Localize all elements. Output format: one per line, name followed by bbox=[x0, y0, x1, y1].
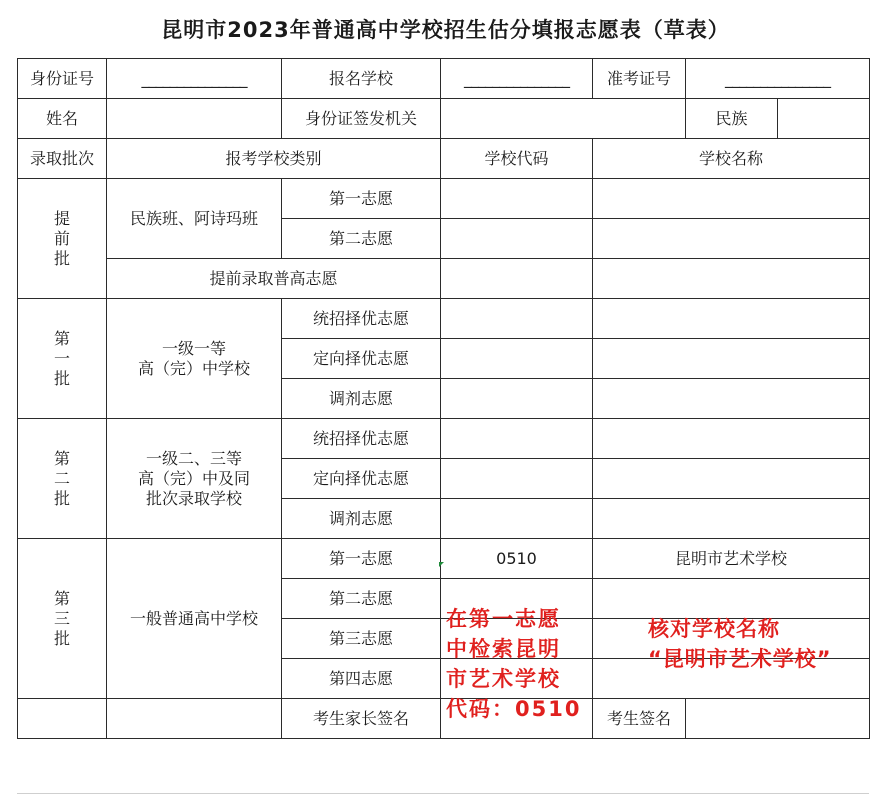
category-header: 报考学校类别 bbox=[107, 139, 441, 179]
school-name-cell[interactable] bbox=[593, 459, 870, 499]
category-second-batch: 一级二、三等 高（完）中及同 批次录取学校 bbox=[107, 419, 282, 539]
exam-number-label: 准考证号 bbox=[593, 59, 686, 99]
table-row bbox=[18, 259, 870, 299]
divider bbox=[17, 793, 869, 794]
early-general-choice-label: 提前录取普高志愿 bbox=[107, 259, 441, 299]
school-name-cell[interactable] bbox=[593, 579, 870, 619]
table-header-row bbox=[18, 139, 870, 179]
school-name-cell[interactable] bbox=[593, 179, 870, 219]
id-number-label: 身份证号 bbox=[18, 59, 107, 99]
choice-label: 第二志愿 bbox=[282, 579, 441, 619]
batch-third: 第 三 批 bbox=[18, 539, 107, 699]
school-code-cell[interactable] bbox=[441, 379, 593, 419]
table-row bbox=[18, 59, 870, 99]
school-code-cell[interactable]: 0510 bbox=[441, 539, 593, 579]
choice-label: 第一志愿 bbox=[282, 539, 441, 579]
choice-label: 第四志愿 bbox=[282, 659, 441, 699]
signature-row bbox=[18, 699, 870, 739]
empty-cell bbox=[107, 699, 282, 739]
form-title: 昆明市2023年普通高中学校招生估分填报志愿表（草表） bbox=[161, 18, 730, 42]
school-code-header: 学校代码 bbox=[441, 139, 593, 179]
empty-cell bbox=[18, 699, 107, 739]
registration-school-label: 报名学校 bbox=[282, 59, 441, 99]
registration-school-field[interactable]: _______________ bbox=[441, 59, 593, 99]
choice-label: 调剂志愿 bbox=[282, 499, 441, 539]
id-authority-field[interactable] bbox=[441, 99, 686, 139]
table-row bbox=[18, 419, 870, 459]
table-row bbox=[18, 299, 870, 339]
choice-label: 统招择优志愿 bbox=[282, 419, 441, 459]
search-code-annotation: 在第一志愿 中检索昆明 市艺术学校 代码：0510 bbox=[446, 607, 582, 721]
name-label: 姓名 bbox=[18, 99, 107, 139]
cell-selection-marker bbox=[439, 562, 444, 567]
school-name-header: 学校名称 bbox=[593, 139, 870, 179]
school-name-cell[interactable] bbox=[593, 379, 870, 419]
choice-label: 定向择优志愿 bbox=[282, 459, 441, 499]
parent-signature-label: 考生家长签名 bbox=[282, 699, 441, 739]
school-code-cell[interactable] bbox=[441, 179, 593, 219]
school-code-cell[interactable] bbox=[441, 219, 593, 259]
category-ethnic-class: 民族班、阿诗玛班 bbox=[107, 179, 282, 259]
exam-number-field[interactable]: _______________ bbox=[686, 59, 870, 99]
batch-header: 录取批次 bbox=[18, 139, 107, 179]
school-code-cell[interactable] bbox=[441, 259, 593, 299]
choice-label: 第一志愿 bbox=[282, 179, 441, 219]
name-field[interactable] bbox=[107, 99, 282, 139]
school-code-cell[interactable] bbox=[441, 339, 593, 379]
ethnicity-label: 民族 bbox=[686, 99, 778, 139]
school-code-cell[interactable] bbox=[441, 299, 593, 339]
choice-label: 定向择优志愿 bbox=[282, 339, 441, 379]
school-name-cell[interactable] bbox=[593, 299, 870, 339]
table-row bbox=[18, 539, 870, 579]
category-first-batch: 一级一等 高（完）中学校 bbox=[107, 299, 282, 419]
school-name-cell[interactable]: 昆明市艺术学校 bbox=[593, 539, 870, 579]
id-number-field[interactable]: _______________ bbox=[107, 59, 282, 99]
choice-label: 统招择优志愿 bbox=[282, 299, 441, 339]
category-third-batch: 一般普通高中学校 bbox=[107, 539, 282, 699]
choice-label: 调剂志愿 bbox=[282, 379, 441, 419]
school-name-cell[interactable] bbox=[593, 339, 870, 379]
school-code-cell[interactable] bbox=[441, 459, 593, 499]
choice-label: 第二志愿 bbox=[282, 219, 441, 259]
school-name-cell[interactable] bbox=[593, 419, 870, 459]
batch-second: 第 二 批 bbox=[18, 419, 107, 539]
choice-label: 第三志愿 bbox=[282, 619, 441, 659]
ethnicity-field[interactable] bbox=[778, 99, 870, 139]
student-signature-label: 考生签名 bbox=[593, 699, 686, 739]
student-signature-field[interactable] bbox=[686, 699, 870, 739]
verify-name-annotation: 核对学校名称 “昆明市艺术学校” bbox=[648, 617, 832, 671]
id-authority-label: 身份证签发机关 bbox=[282, 99, 441, 139]
batch-early: 提 前 批 bbox=[18, 179, 107, 299]
school-name-cell[interactable] bbox=[593, 499, 870, 539]
school-name-cell[interactable] bbox=[593, 219, 870, 259]
batch-first: 第 一 批 bbox=[18, 299, 107, 419]
school-name-cell[interactable] bbox=[593, 259, 870, 299]
table-row bbox=[18, 99, 870, 139]
school-code-cell[interactable] bbox=[441, 499, 593, 539]
table-row bbox=[18, 179, 870, 219]
school-code-cell[interactable] bbox=[441, 419, 593, 459]
